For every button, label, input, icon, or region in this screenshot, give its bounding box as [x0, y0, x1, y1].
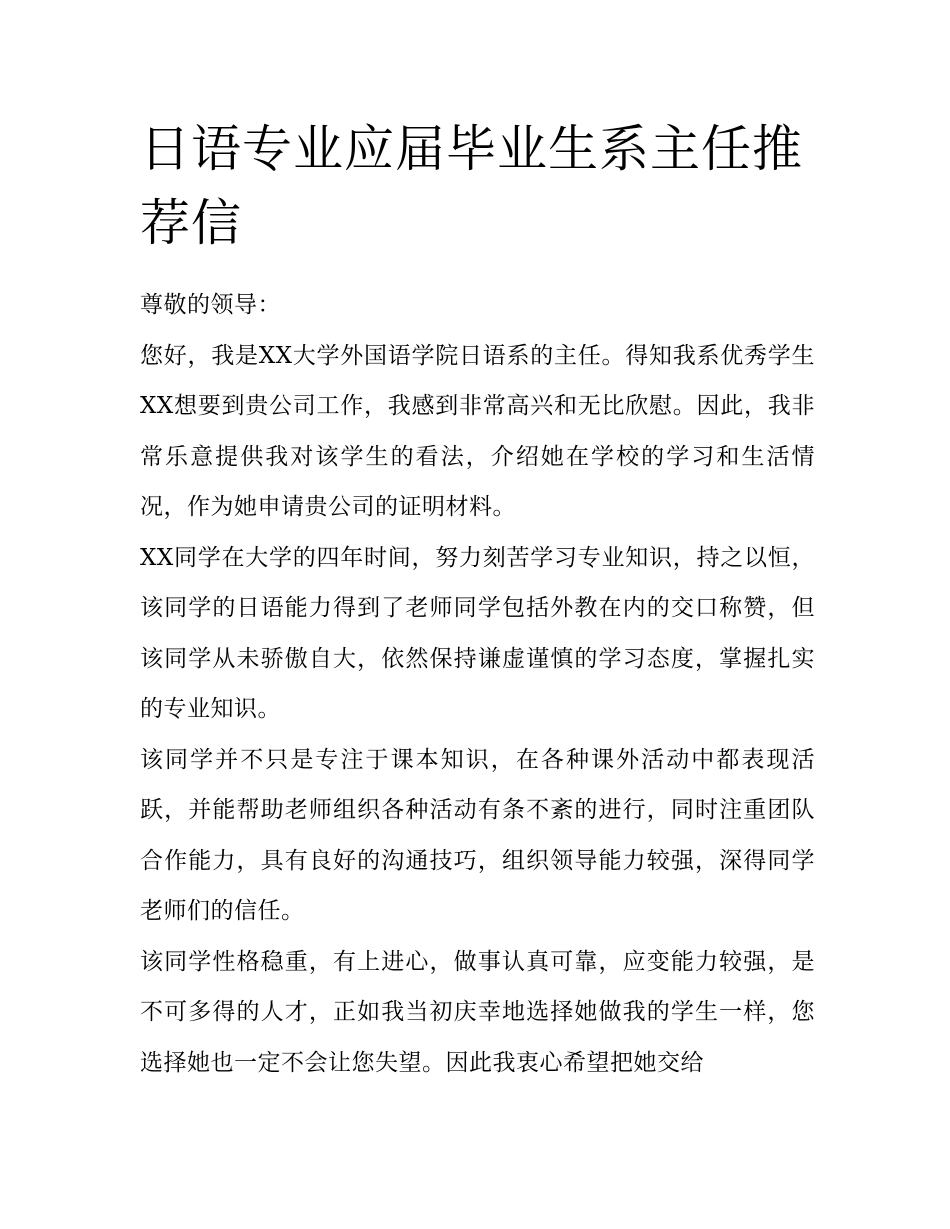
document-title: 日语专业应届毕业生系主任推荐信 [140, 120, 803, 252]
paragraph-study: XX同学在大学的四年时间，努力刻苦学习专业知识，持之以恒，该同学的日语能力得到了老师同学包括外教在内的交口称赞，但该同学从未骄傲自大，依然保持谦虚谨慎的学习态度，掌握扎实的专业知识。 [140, 544, 815, 722]
salutation: 尊敬的领导： [140, 292, 281, 318]
paragraph-intro: 您好，我是XX大学外国语学院日语系的主任。得知我系优秀学生XX想要到贵公司工作，我感到非常高兴和无比欣慰。因此，我非常乐意提供我对该学生的看法，介绍她在学校的学习和生活情况，作为她申请贵公司的证明材料。 [140, 342, 815, 520]
paragraph-character: 该同学性格稳重，有上进心，做事认真可靠，应变能力较强，是不可多得的人才，正如我当初庆幸地选择她做我的学生一样，您选择她也一定不会让您失望。因此我衷心希望把她交给 [140, 948, 815, 1076]
paragraph-activities: 该同学并不只是专注于课本知识，在各种课外活动中都表现活跃，并能帮助老师组织各种活动有条不紊的进行，同时注重团队合作能力，具有良好的沟通技巧，组织领导能力较强，深得同学老师们的信任。 [140, 746, 815, 924]
letter-body [140, 280, 815, 1088]
